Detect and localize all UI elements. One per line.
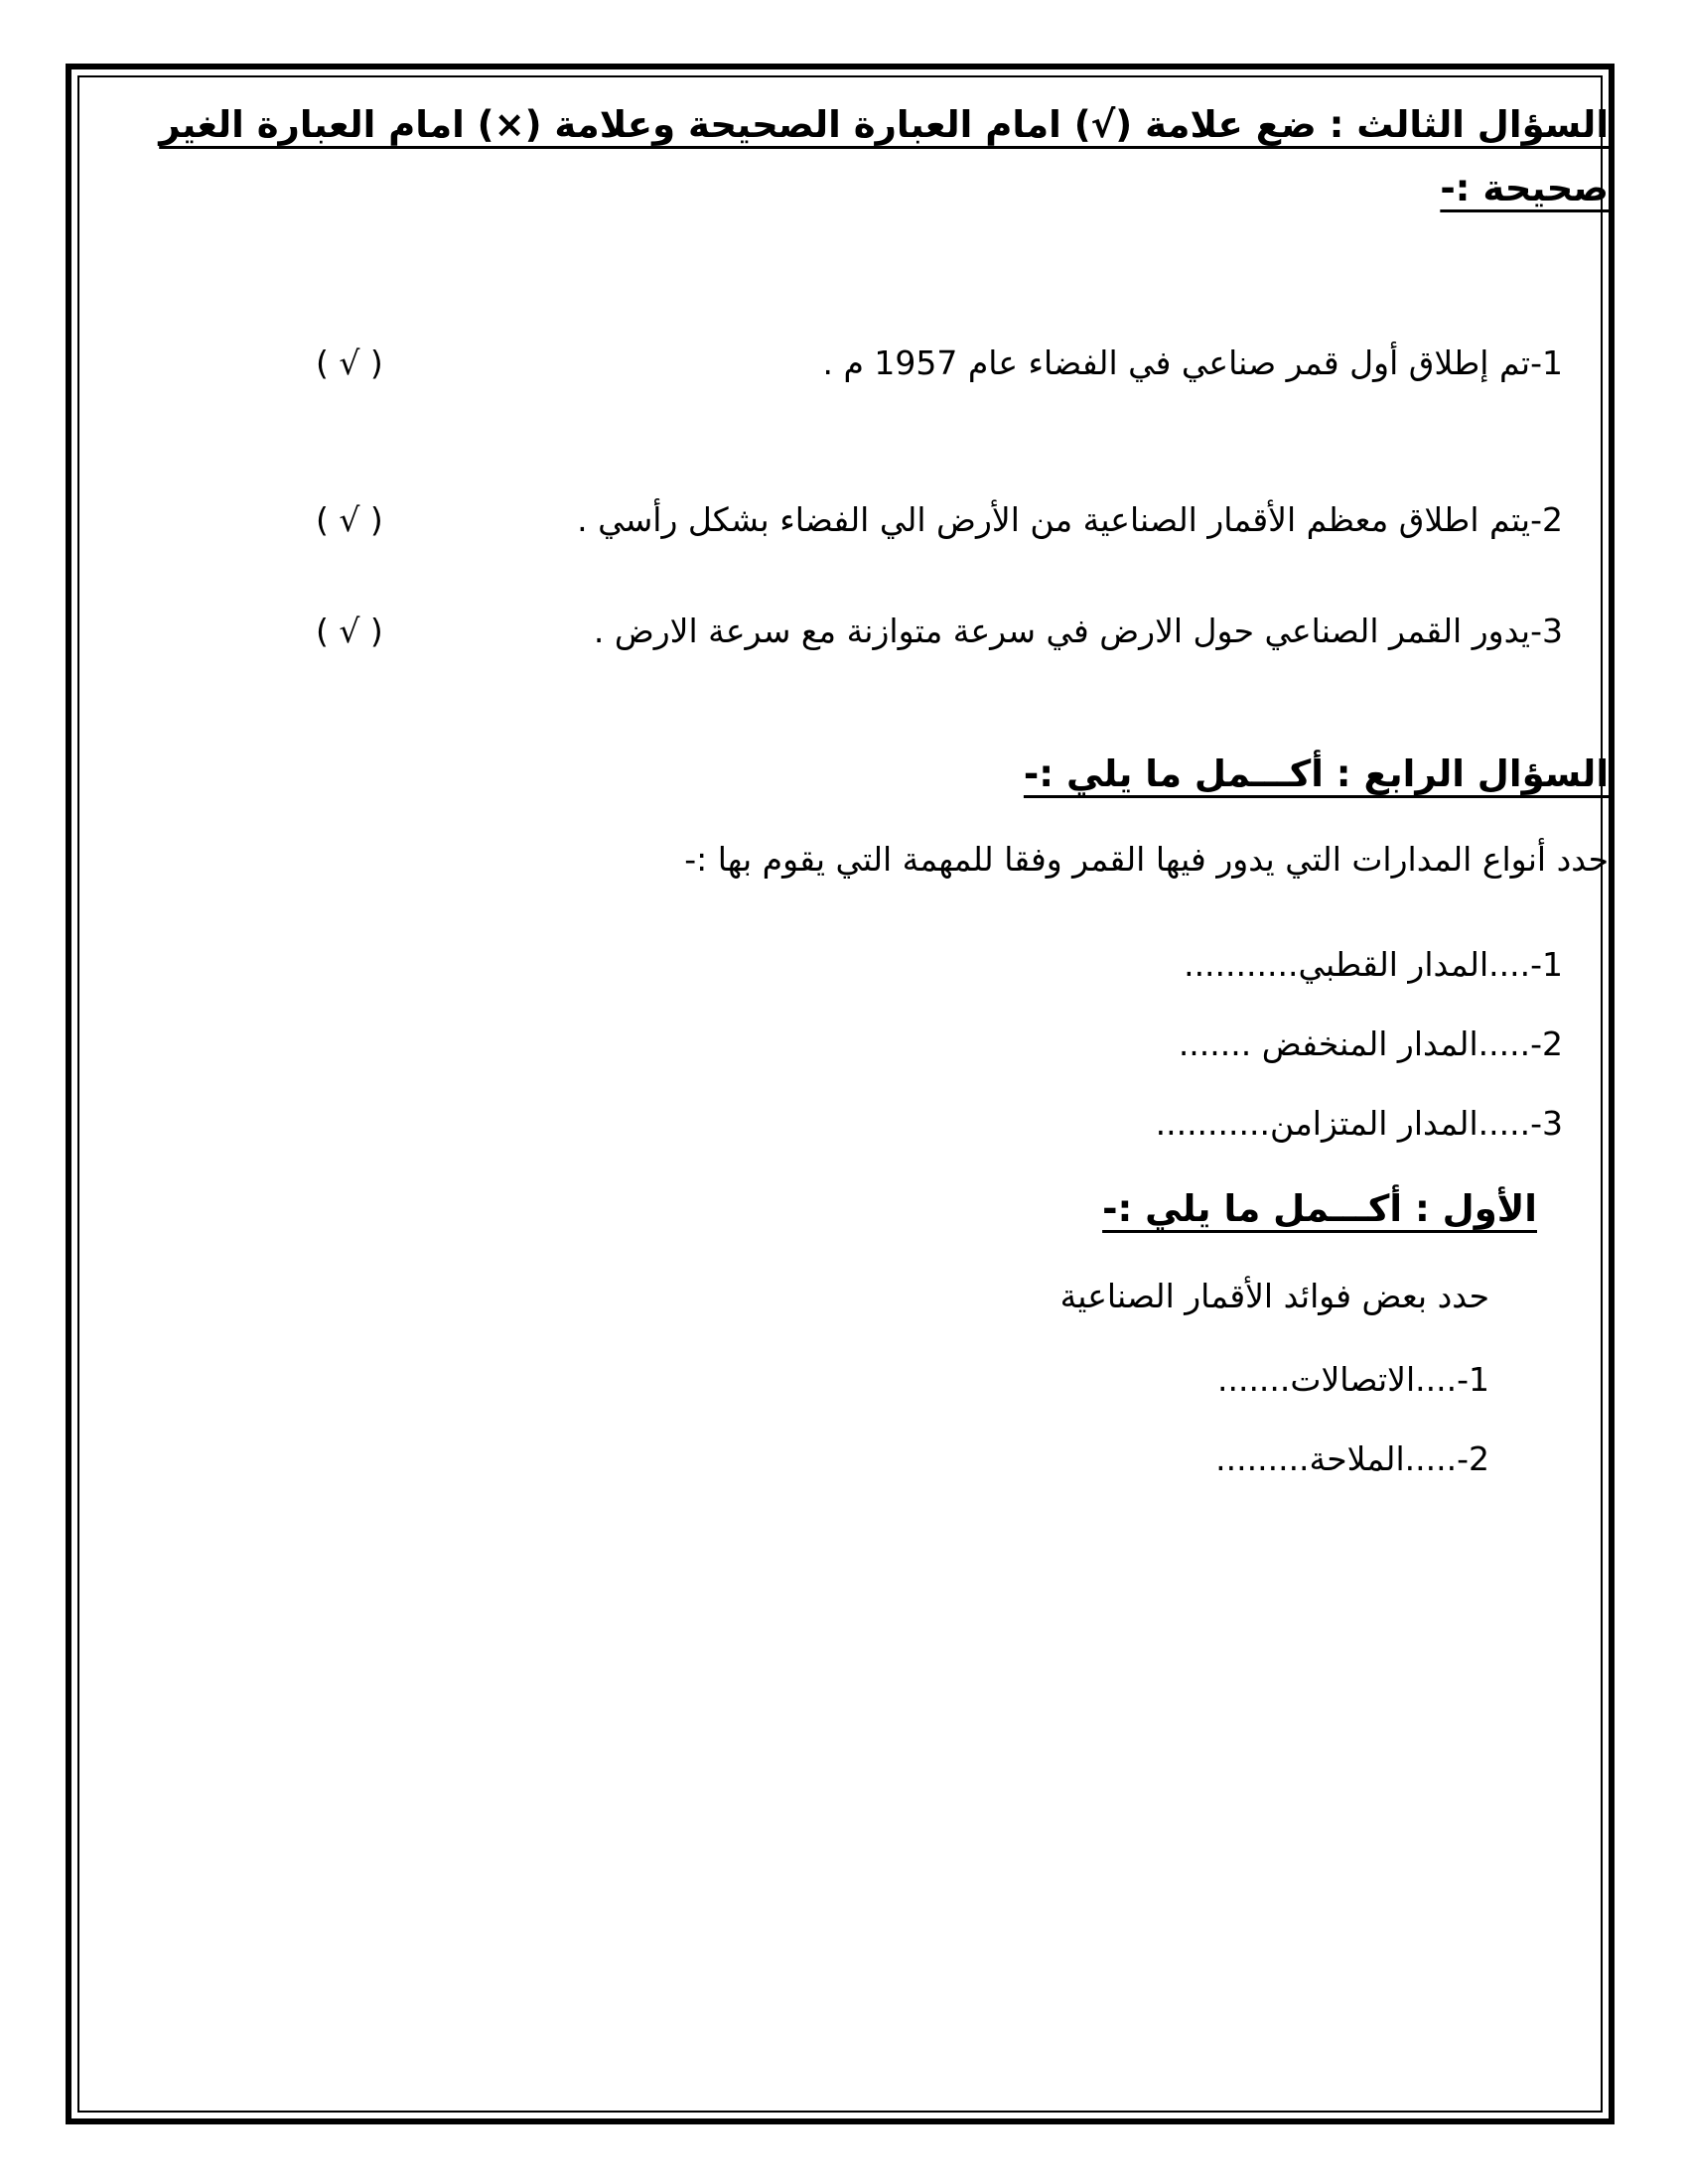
q1-item-2: 2-.....الملاحة.........	[1215, 1439, 1489, 1478]
q1-prompt: حدد بعض فوائد الأقمار الصناعية	[1059, 1277, 1489, 1315]
q3-title-line2: صحيحة :-	[1440, 167, 1609, 209]
q3-title-line1: السؤال الثالث : ضع علامة (√) امام العبارة الصحيحة وعلامة (×) امام العبارة الغير	[159, 103, 1609, 146]
q1-item-1: 1-....الاتصالات.......	[1216, 1360, 1489, 1399]
q4-title: السؤال الرابع : أكـــمل ما يلي :-	[1023, 752, 1609, 795]
q4-prompt: حدد أنواع المدارات التي يدور فيها القمر وفقا للمهمة التي يقوم بها :-	[684, 840, 1609, 879]
q4-item-2: 2-.....المدار المنخفض .......	[1178, 1024, 1563, 1063]
q1-title: الأول : أكـــمل ما يلي :-	[1102, 1187, 1537, 1230]
q3-statement-1: 1-تم إطلاق أول قمر صناعي في الفضاء عام 1957 م .	[822, 343, 1563, 382]
q3-answer-1: ( √ )	[316, 343, 383, 382]
q3-statement-2: 2-يتم اطلاق معظم الأقمار الصناعية من الأرض الي الفضاء بشكل رأسي .	[577, 500, 1563, 539]
q4-item-3: 3-.....المدار المتزامن...........	[1155, 1104, 1563, 1143]
q3-answer-3: ( √ )	[316, 612, 383, 650]
q3-answer-2: ( √ )	[316, 500, 383, 539]
q4-item-1: 1-....المدار القطبي...........	[1184, 945, 1563, 984]
q3-statement-3: 3-يدور القمر الصناعي حول الارض في سرعة متوازنة مع سرعة الارض .	[593, 612, 1563, 650]
